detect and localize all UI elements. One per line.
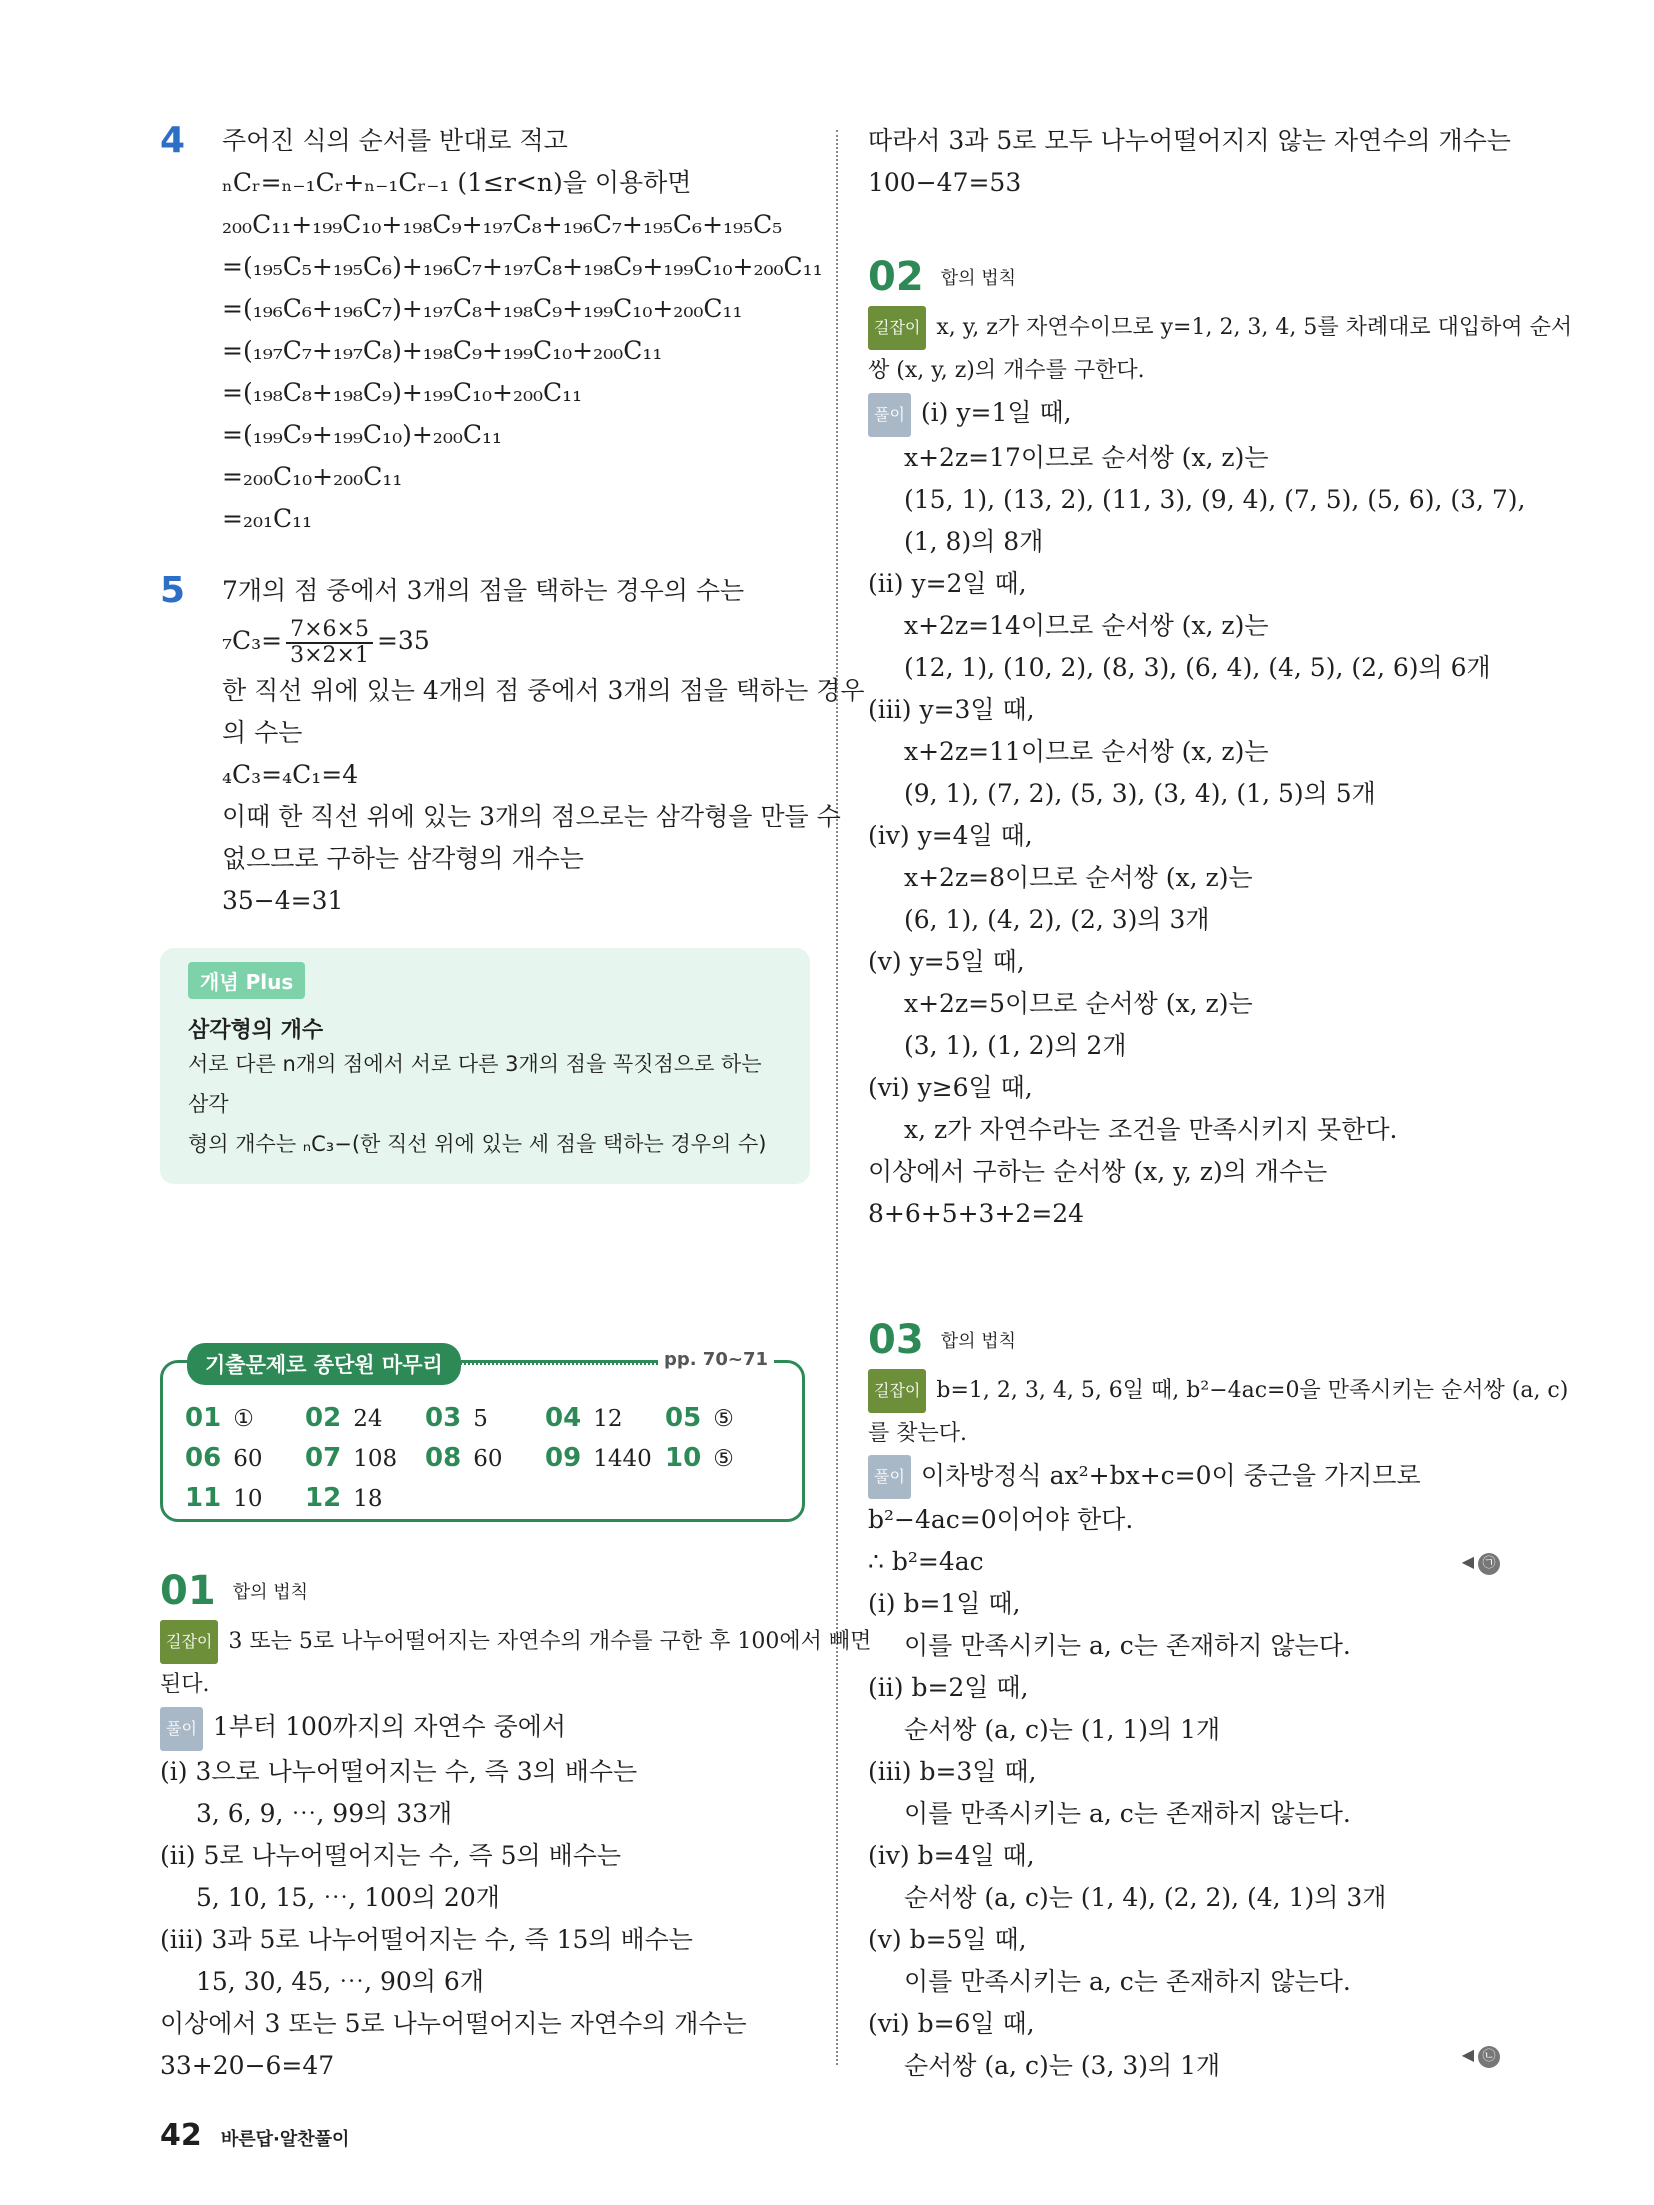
answer-pages: pp. 70~71 bbox=[658, 1349, 774, 1370]
answer-value: ① bbox=[233, 1406, 254, 1432]
answer-summary-tab: 기출문제로 종단원 마무리 bbox=[187, 1343, 461, 1385]
concept-plus-text: 형의 개수는 ₙC₃−(한 직선 위에 있는 세 점을 택하는 경우의 수) bbox=[188, 1132, 767, 1156]
equation-marker: ◀ ㉠ bbox=[1462, 1541, 1500, 1583]
text-line: 주어진 식의 순서를 반대로 적고 bbox=[222, 126, 568, 155]
problem-5 bbox=[160, 570, 865, 922]
answer-item bbox=[545, 1443, 665, 1477]
formula-left: ₇C₃= bbox=[222, 626, 283, 655]
answer-item bbox=[305, 1443, 425, 1477]
concept-plus-text: 서로 다른 n개의 점에서 서로 다른 3개의 점을 꼭짓점으로 하는 삼각 bbox=[188, 1052, 762, 1116]
answer-value: 18 bbox=[353, 1486, 383, 1512]
answer-number: 01 bbox=[185, 1403, 222, 1433]
text-line: (3, 1), (1, 2)의 2개 bbox=[904, 1030, 1127, 1060]
answer-number: 09 bbox=[545, 1443, 582, 1473]
text-line: (9, 1), (7, 2), (5, 3), (3, 4), (1, 5)의 5개 bbox=[904, 778, 1376, 808]
text-line: x+2z=8이므로 순서쌍 (x, z)는 bbox=[904, 862, 1253, 892]
text-line: b²−4ac=0이어야 한다. bbox=[868, 1505, 1134, 1534]
text-line: 한 직선 위에 있는 4개의 점 중에서 3개의 점을 택하는 경우 bbox=[222, 676, 865, 705]
answer-item bbox=[545, 1403, 665, 1437]
text-line bbox=[868, 1541, 1518, 1583]
text-line: (ⅳ) b=4일 때, bbox=[868, 1841, 1035, 1870]
answer-number: 04 bbox=[545, 1403, 582, 1433]
section-number: 03 bbox=[868, 1316, 924, 1363]
answer-number: 10 bbox=[665, 1443, 702, 1473]
answer-item bbox=[185, 1483, 305, 1517]
fraction-numerator: 7×6×5 bbox=[286, 618, 373, 644]
text-line: (ⅰ) b=1일 때, bbox=[868, 1589, 1021, 1618]
text-line: 3, 6, 9, ⋯, 99의 33개 bbox=[196, 1798, 453, 1828]
text-line: (ⅰ) 3으로 나누어떨어지는 수, 즉 3의 배수는 bbox=[160, 1756, 638, 1786]
solution-text: 1부터 100까지의 자연수 중에서 bbox=[212, 1712, 567, 1741]
answer-number: 03 bbox=[425, 1403, 462, 1433]
concept-plus-badge: 개념 Plus bbox=[188, 962, 305, 999]
text-line: 이때 한 직선 위에 있는 3개의 점으로는 삼각형을 만들 수 bbox=[222, 802, 841, 831]
guide-line bbox=[868, 1369, 1569, 1413]
section-number: 01 bbox=[160, 1568, 216, 1614]
text-line: (ⅲ) 3과 5로 나누어떨어지는 수, 즉 15의 배수는 bbox=[160, 1924, 693, 1954]
section-03-lines bbox=[868, 1583, 1518, 2087]
guide-tag: 길잡이 bbox=[160, 1620, 218, 1664]
text-line: 따라서 3과 5로 모두 나누어떨어지지 않는 자연수의 개수는 bbox=[868, 126, 1511, 155]
guide-text: b=1, 2, 3, 4, 5, 6일 때, b²−4ac=0을 만족시키는 순서쌍 (a, c) bbox=[936, 1377, 1569, 1403]
answer-item bbox=[425, 1443, 545, 1477]
right-column bbox=[868, 120, 1573, 2087]
text-line: =₂₀₁C₁₁ bbox=[222, 504, 313, 533]
text-line: x, z가 자연수라는 조건을 만족시키지 못한다. bbox=[904, 1114, 1398, 1144]
text-line: (ⅴ) b=5일 때, bbox=[868, 1925, 1027, 1954]
text-line: (ⅳ) y=4일 때, bbox=[868, 820, 1033, 850]
text-line: (ⅱ) 5로 나누어떨어지는 수, 즉 5의 배수는 bbox=[160, 1840, 622, 1870]
text-line: =(₁₉₇C₇+₁₉₇C₈)+₁₉₈C₉+₁₉₉C₁₀+₂₀₀C₁₁ bbox=[222, 336, 663, 365]
equation-marker: ◀ ㉡ bbox=[1462, 2045, 1500, 2068]
text-line: 순서쌍 (a, c)는 (3, 3)의 1개 bbox=[904, 2051, 1221, 2080]
text-line: (6, 1), (4, 2), (2, 3)의 3개 bbox=[904, 904, 1210, 934]
answer-value: 5 bbox=[473, 1406, 488, 1432]
answer-number: 12 bbox=[305, 1483, 342, 1513]
section-title: 합의 법칙 bbox=[232, 1582, 309, 1603]
problem-4-lines bbox=[160, 120, 823, 540]
section-header bbox=[868, 254, 1518, 306]
text-line: 이를 만족시키는 a, c는 존재하지 않는다. bbox=[904, 1799, 1351, 1828]
text-line: 이를 만족시키는 a, c는 존재하지 않는다. bbox=[904, 1631, 1351, 1660]
equation-marker-label: ㉡ bbox=[1478, 2046, 1500, 2068]
section-header bbox=[868, 1317, 1518, 1369]
text-line: 35−4=31 bbox=[222, 886, 344, 915]
text-line: =₂₀₀C₁₀+₂₀₀C₁₁ bbox=[222, 462, 403, 491]
text-line: 8+6+5+3+2=24 bbox=[868, 1198, 1085, 1228]
answer-item bbox=[185, 1403, 305, 1437]
solution-tag: 풀이 bbox=[160, 1707, 203, 1751]
concept-plus-title: 삼각형의 개수 bbox=[188, 1018, 324, 1043]
answer-value: 60 bbox=[473, 1446, 503, 1472]
guide-line: 를 찾는다. bbox=[868, 1420, 967, 1446]
text-line: ₄C₃=₄C₁=4 bbox=[222, 760, 359, 789]
problem-number: 5 bbox=[160, 570, 186, 611]
answer-summary-box bbox=[160, 1349, 805, 1522]
fraction bbox=[286, 618, 373, 668]
text-line: =(₁₉₅C₅+₁₉₅C₆)+₁₉₆C₇+₁₉₇C₈+₁₉₈C₉+₁₉₉C₁₀+₂₀₀C₁₁ bbox=[222, 252, 823, 281]
text-line: (15, 1), (13, 2), (11, 3), (9, 4), (7, 5), (5, 6), (3, 7), bbox=[904, 484, 1526, 514]
guide-line: 된다. bbox=[160, 1672, 210, 1697]
footer-title: 바른답·알찬풀이 bbox=[220, 2129, 350, 2150]
text-line: (12, 1), (10, 2), (8, 3), (6, 4), (4, 5), (2, 6)의 6개 bbox=[904, 652, 1491, 682]
text-line: 100−47=53 bbox=[868, 168, 1022, 197]
text-line: =(₁₉₈C₈+₁₉₈C₉)+₁₉₉C₁₀+₂₀₀C₁₁ bbox=[222, 378, 583, 407]
answer-number: 02 bbox=[305, 1403, 342, 1433]
text-line: 의 수는 bbox=[222, 718, 303, 747]
text-line: 7개의 점 중에서 3개의 점을 택하는 경우의 수는 bbox=[222, 576, 745, 605]
text-line: (ⅲ) b=3일 때, bbox=[868, 1757, 1037, 1786]
answer-item bbox=[425, 1403, 545, 1437]
solution-line bbox=[160, 1706, 810, 1751]
section-01 bbox=[160, 1560, 872, 2087]
section-number: 02 bbox=[868, 254, 924, 300]
answer-grid bbox=[185, 1403, 785, 1517]
text-line: 5, 10, 15, ⋯, 100의 20개 bbox=[196, 1882, 500, 1912]
text-line: x+2z=5이므로 순서쌍 (x, z)는 bbox=[904, 988, 1253, 1018]
text-line: x+2z=17이므로 순서쌍 (x, z)는 bbox=[904, 442, 1269, 472]
guide-tag: 길잡이 bbox=[868, 306, 926, 350]
text-line: =(₁₉₆C₆+₁₉₆C₇)+₁₉₇C₈+₁₉₈C₉+₁₉₉C₁₀+₂₀₀C₁₁ bbox=[222, 294, 743, 323]
guide-tag: 길잡이 bbox=[868, 1369, 926, 1413]
formula-right: =35 bbox=[376, 626, 430, 655]
formula-line bbox=[160, 612, 810, 670]
answer-item bbox=[665, 1403, 785, 1437]
answer-value: ⑤ bbox=[713, 1446, 734, 1472]
text-line: 이상에서 구하는 순서쌍 (x, y, z)의 개수는 bbox=[868, 1156, 1328, 1186]
text-line: (ⅴ) y=5일 때, bbox=[868, 946, 1025, 976]
text-line: (ⅱ) b=2일 때, bbox=[868, 1673, 1029, 1702]
problem-4 bbox=[160, 120, 823, 540]
solution-text: (ⅰ) y=1일 때, bbox=[920, 398, 1072, 427]
solution-line bbox=[868, 392, 1518, 437]
section-title: 합의 법칙 bbox=[940, 268, 1017, 289]
guide-text: x, y, z가 자연수이므로 y=1, 2, 3, 4, 5를 차례대로 대입하여 순서 bbox=[936, 315, 1573, 340]
answer-number: 06 bbox=[185, 1443, 222, 1473]
answer-value: 108 bbox=[353, 1446, 398, 1472]
text-line: 없으므로 구하는 삼각형의 개수는 bbox=[222, 844, 584, 873]
text-line: x+2z=11이므로 순서쌍 (x, z)는 bbox=[904, 736, 1269, 766]
solution-text: 이차방정식 ax²+bx+c=0이 중근을 가지므로 bbox=[920, 1460, 1421, 1490]
answer-value: 24 bbox=[353, 1406, 383, 1432]
text-line: 이를 만족시키는 a, c는 존재하지 않는다. bbox=[904, 1967, 1351, 1996]
answer-number: 05 bbox=[665, 1403, 702, 1433]
text-line: (ⅵ) y≥6일 때, bbox=[868, 1072, 1033, 1102]
guide-line bbox=[868, 306, 1573, 350]
section-02-lines bbox=[868, 392, 1526, 1235]
answer-value: 10 bbox=[233, 1486, 263, 1512]
section-02 bbox=[868, 254, 1573, 1235]
text-line: 이상에서 3 또는 5로 나누어떨어지는 자연수의 개수는 bbox=[160, 2008, 747, 2038]
solution-tag: 풀이 bbox=[868, 393, 911, 437]
solution-tag: 풀이 bbox=[868, 1455, 911, 1499]
text-line: =(₁₉₉C₉+₁₉₉C₁₀)+₂₀₀C₁₁ bbox=[222, 420, 503, 449]
guide-text: 3 또는 5로 나누어떨어지는 자연수의 개수를 구한 후 100에서 빼면 bbox=[228, 1629, 872, 1654]
text-line: 순서쌍 (a, c)는 (1, 4), (2, 2), (4, 1)의 3개 bbox=[904, 1883, 1387, 1912]
section-title: 합의 법칙 bbox=[940, 1330, 1017, 1352]
answer-number: 07 bbox=[305, 1443, 342, 1473]
answer-number: 08 bbox=[425, 1443, 462, 1473]
text-line: ₙCᵣ=ₙ₋₁Cᵣ+ₙ₋₁Cᵣ₋₁ (1≤r<n)을 이용하면 bbox=[222, 168, 692, 197]
answer-number: 11 bbox=[185, 1483, 222, 1513]
guide-line bbox=[160, 1620, 872, 1664]
text-line: (1, 8)의 8개 bbox=[904, 526, 1044, 556]
concept-plus-box bbox=[160, 948, 810, 1184]
answer-value: 12 bbox=[593, 1406, 623, 1432]
answer-item bbox=[305, 1403, 425, 1437]
text-line: 15, 30, 45, ⋯, 90의 6개 bbox=[196, 1966, 484, 1996]
left-column bbox=[160, 120, 872, 2080]
problem-number: 4 bbox=[160, 120, 186, 161]
answer-value: 60 bbox=[233, 1446, 263, 1472]
answer-item bbox=[185, 1443, 305, 1477]
solution-line bbox=[868, 1455, 1518, 1500]
text-line: 순서쌍 (a, c)는 (1, 1)의 1개 bbox=[904, 1715, 1221, 1744]
text-line: (ⅱ) y=2일 때, bbox=[868, 568, 1027, 598]
answer-item bbox=[665, 1443, 785, 1477]
text-line: (ⅵ) b=6일 때, bbox=[868, 2009, 1035, 2038]
column-divider bbox=[836, 130, 838, 2065]
therefore-text: ∴ b²=4ac bbox=[868, 1547, 984, 1576]
page-number: 42 bbox=[160, 2118, 202, 2153]
text-line: ₂₀₀C₁₁+₁₉₉C₁₀+₁₉₈C₉+₁₉₇C₈+₁₉₆C₇+₁₉₅C₆+₁₉₅C₅ bbox=[222, 210, 783, 239]
section-03 bbox=[868, 1316, 1569, 2088]
answer-value: ⑤ bbox=[713, 1406, 734, 1432]
section-header bbox=[160, 1568, 810, 1620]
answer-value: 1440 bbox=[593, 1446, 652, 1472]
text-line: (ⅲ) y=3일 때, bbox=[868, 694, 1035, 724]
equation-marker-label: ㉠ bbox=[1478, 1553, 1500, 1575]
guide-line: 쌍 (x, y, z)의 개수를 구한다. bbox=[868, 358, 1145, 383]
text-line: 33+20−6=47 bbox=[160, 2050, 335, 2080]
page-footer bbox=[160, 2118, 349, 2153]
answer-item bbox=[305, 1483, 425, 1517]
fraction-denominator: 3×2×1 bbox=[290, 642, 369, 668]
text-line: x+2z=14이므로 순서쌍 (x, z)는 bbox=[904, 610, 1269, 640]
